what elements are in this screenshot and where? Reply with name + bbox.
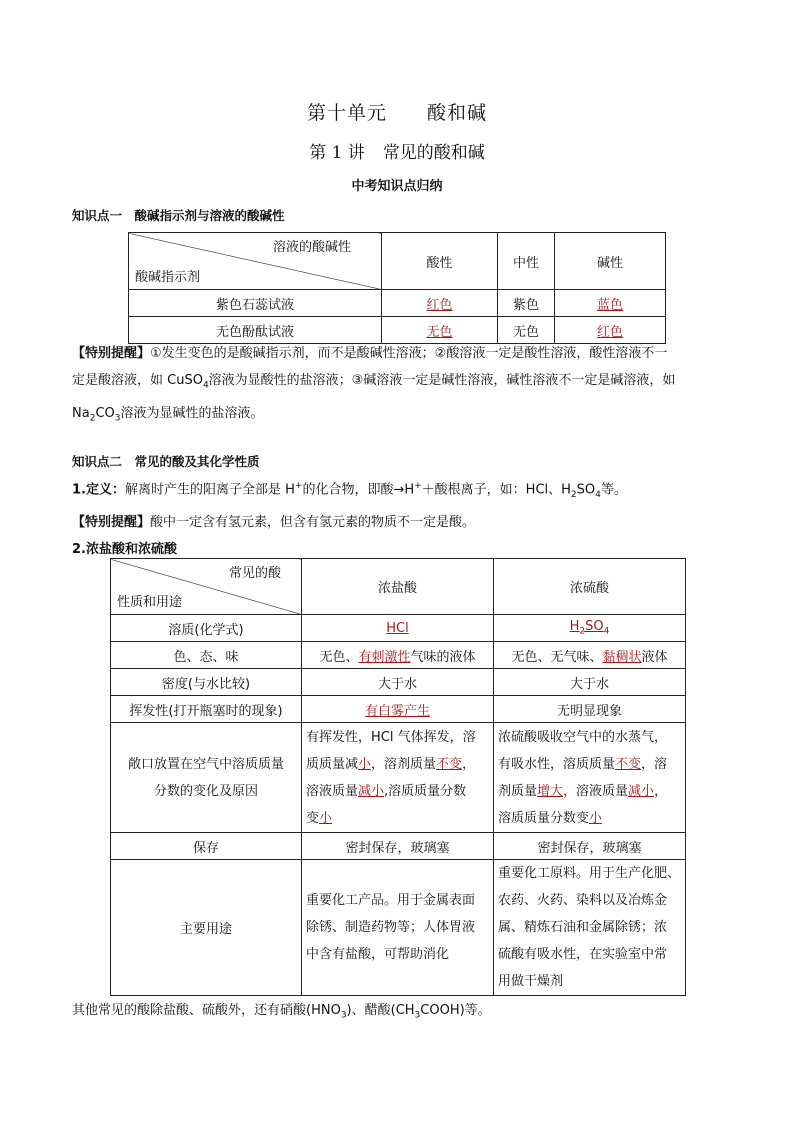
formula-part: SO bbox=[585, 619, 604, 635]
table-row bbox=[129, 290, 666, 317]
cell-value: 密封保存，玻璃塞 bbox=[302, 833, 494, 860]
definition-text: 解离时产生的阳离子全部是 H bbox=[124, 482, 295, 498]
cell-text: 气味的液体 bbox=[410, 649, 476, 665]
cell-line: 重要化工原料。用于生产化肥、 bbox=[498, 866, 681, 881]
header-h2so4: 浓硫酸 bbox=[494, 559, 686, 615]
corner-bottom-label: 酸碱指示剂 bbox=[135, 270, 201, 285]
note-text: Na bbox=[72, 405, 90, 421]
cell-text: ，溶 bbox=[641, 756, 668, 772]
note-label: 【特别提醒】 bbox=[72, 514, 151, 530]
cell-text: ， bbox=[654, 783, 668, 799]
cell-line: 浓硫酸吸收空气中的水蒸气， bbox=[498, 729, 668, 745]
cell-value: 红色 bbox=[426, 297, 453, 313]
definition-text: ＋酸根离子，如：HCl、H bbox=[421, 482, 571, 498]
note-text: 酸中一定含有氢元素，但含有氢元素的物质不一定是酸。 bbox=[150, 514, 476, 530]
header-hcl: 浓盐酸 bbox=[302, 559, 494, 615]
superscript: + bbox=[294, 481, 303, 491]
footer-text: 其他常见的酸除盐酸、硫酸外，还有硝酸(HNO bbox=[72, 1003, 341, 1018]
cell-line: 中含有盐酸，可帮助消化 bbox=[306, 947, 450, 962]
cell-line: 除锈、制造药物等；人体胃液 bbox=[306, 920, 476, 935]
cell-line: 用做干燥剂 bbox=[498, 974, 564, 989]
note-line-2 bbox=[72, 367, 722, 400]
subscript: 4 bbox=[202, 380, 209, 391]
cell-text: 溶质质量分数变 bbox=[498, 810, 590, 826]
cell-value bbox=[569, 619, 610, 637]
note-text: CO bbox=[95, 405, 115, 421]
formula-part: H bbox=[569, 619, 580, 635]
cell-text: 液体 bbox=[641, 649, 668, 665]
definition-line bbox=[72, 473, 722, 509]
cell-line: 有挥发性，HCl 气体挥发，溶 bbox=[306, 729, 476, 745]
header-neutral: 中性 bbox=[498, 233, 555, 290]
unit-topic: 酸和碱 bbox=[427, 102, 488, 124]
note-line-1 bbox=[72, 340, 722, 367]
cell-answer: 小 bbox=[319, 810, 333, 826]
cell-text: 无色、 bbox=[319, 649, 359, 665]
cell-text: 溶液质量 bbox=[306, 783, 359, 799]
note-text: 溶液为显碱性的盐溶液。 bbox=[120, 405, 264, 421]
cell-text: 变 bbox=[306, 810, 320, 826]
cell-answer: 减小 bbox=[628, 783, 655, 799]
unit-number: 第十单元 bbox=[306, 102, 387, 124]
kp1-title: 知识点一 酸碱指示剂与溶液的酸碱性 bbox=[72, 208, 285, 223]
indicator-table-corner bbox=[129, 233, 382, 290]
cell-line bbox=[498, 751, 681, 778]
subscript: 3 bbox=[414, 1010, 421, 1021]
cell-answer: 减小 bbox=[358, 783, 385, 799]
cell-line bbox=[498, 778, 681, 805]
corner-top-label: 常见的酸 bbox=[228, 566, 281, 581]
row-label: 挥发性(打开瓶塞时的现象) bbox=[111, 696, 302, 723]
note-text: ①发生变色的是酸碱指示剂，而不是酸碱性溶液；②酸溶液一定是酸性溶液，酸性溶液不一 bbox=[150, 346, 668, 361]
row-label bbox=[111, 723, 302, 833]
cell-text: ，溶剂质量 bbox=[371, 756, 437, 772]
row-label-line: 敞口放置在空气中溶质质量 bbox=[127, 756, 284, 772]
footer-text: )、醋酸(CH bbox=[346, 1003, 415, 1018]
cell-answer: 不变 bbox=[615, 756, 642, 772]
superscript: + bbox=[414, 481, 422, 491]
table-row bbox=[111, 669, 686, 696]
cell-text: 有吸水性，溶质质量 bbox=[498, 756, 616, 772]
cell-text: ， bbox=[462, 756, 476, 772]
kp2-title: 知识点二 常见的酸及其化学性质 bbox=[72, 454, 260, 469]
cell-value: 无色 bbox=[426, 324, 453, 340]
table-row bbox=[111, 696, 686, 723]
cell-value: 无色 bbox=[498, 317, 555, 344]
cell-text: 剂质量 bbox=[498, 783, 538, 799]
cell-answer: 有刺激性 bbox=[358, 649, 411, 665]
cell-value: 大于水 bbox=[302, 669, 494, 696]
row-label-line: 分数的变化及原因 bbox=[153, 783, 258, 799]
header-basic: 碱性 bbox=[555, 233, 666, 290]
cell-value: 无明显现象 bbox=[494, 696, 686, 723]
cell-value bbox=[494, 723, 686, 833]
cell-line bbox=[306, 778, 489, 805]
section-heading: 中考知识点归纳 bbox=[351, 179, 443, 194]
cell-value: 蓝色 bbox=[596, 297, 623, 313]
cell-line: 属、精炼石油和金属除锈；浓 bbox=[498, 920, 668, 935]
acid-table-corner bbox=[111, 559, 302, 615]
cell-value bbox=[302, 860, 494, 996]
row-label: 密度(与水比较) bbox=[111, 669, 302, 696]
note-text: 溶液为显酸性的盐溶液；③碱溶液一定是碱性溶液，碱性溶液不一定是碱溶液，如 bbox=[208, 373, 676, 388]
cell-value: 红色 bbox=[596, 324, 623, 340]
cell-text: ,溶质质量分数 bbox=[384, 783, 467, 799]
lecture-number: 第 1 讲 bbox=[309, 143, 365, 163]
cell-value: HCl bbox=[386, 620, 409, 636]
definition-text: 的化合物，即酸→H bbox=[302, 482, 415, 498]
definition-label: 1.定义： bbox=[72, 482, 125, 498]
unit-title bbox=[0, 98, 794, 125]
table-row bbox=[111, 615, 686, 642]
subscript: 4 bbox=[603, 626, 610, 637]
row-label: 主要用途 bbox=[111, 860, 302, 996]
cell-line: 重要化工产品。用于金属表面 bbox=[306, 893, 476, 908]
row-label: 色、态、味 bbox=[111, 642, 302, 669]
subscript: 2 bbox=[89, 413, 96, 424]
definition-text: SO bbox=[576, 482, 596, 498]
kp2-footer bbox=[72, 997, 722, 1030]
cell-answer: 黏稠状 bbox=[602, 649, 642, 665]
indicator-table bbox=[128, 232, 666, 344]
subscript: 4 bbox=[595, 489, 601, 500]
corner-top-label: 溶液的酸碱性 bbox=[272, 240, 351, 255]
kp1-note bbox=[72, 340, 722, 432]
lecture-title bbox=[0, 138, 794, 163]
cell-line bbox=[498, 805, 681, 832]
row-label: 无色酚酞试液 bbox=[129, 317, 382, 344]
cell-text: 质质量减 bbox=[306, 756, 359, 772]
cell-line: 农药、火药、染料以及冶炼金 bbox=[498, 893, 668, 908]
definition-text: 等。 bbox=[600, 482, 627, 498]
cell-value bbox=[494, 642, 686, 669]
table-row bbox=[111, 860, 686, 996]
subtitle-text: 2.浓盐酸和浓硫酸 bbox=[72, 541, 177, 557]
corner-bottom-label: 性质和用途 bbox=[117, 595, 183, 610]
subscript: 2 bbox=[570, 489, 577, 500]
cell-answer: 不变 bbox=[436, 756, 463, 772]
note-text: 定是酸溶液，如 CuSO bbox=[72, 373, 203, 388]
cell-answer: 增大 bbox=[537, 783, 564, 799]
cell-line bbox=[306, 751, 489, 778]
cell-value: 有白雾产生 bbox=[364, 703, 430, 719]
cell-text: 无色、无气味、 bbox=[511, 649, 603, 665]
note-line-3 bbox=[72, 400, 722, 433]
cell-line: 硫酸有吸水性，在实验室中常 bbox=[498, 947, 668, 962]
footer-text: COOH)等。 bbox=[420, 1003, 491, 1018]
cell-answer: 小 bbox=[358, 756, 372, 772]
kp2-note bbox=[72, 509, 722, 536]
subscript: 3 bbox=[340, 1010, 347, 1021]
cell-value: 紫色 bbox=[498, 290, 555, 317]
table-row bbox=[111, 833, 686, 860]
row-label: 保存 bbox=[111, 833, 302, 860]
row-label: 紫色石蕊试液 bbox=[129, 290, 382, 317]
cell-value: 密封保存，玻璃塞 bbox=[494, 833, 686, 860]
cell-value bbox=[494, 860, 686, 996]
cell-value bbox=[302, 642, 494, 669]
cell-text: ，溶液质量 bbox=[563, 783, 629, 799]
cell-value bbox=[302, 723, 494, 833]
cell-line bbox=[306, 805, 489, 832]
row-label: 溶质(化学式) bbox=[111, 615, 302, 642]
lecture-topic: 常见的酸和碱 bbox=[382, 143, 485, 163]
subscript: 2 bbox=[579, 626, 586, 637]
note-label: 【特别提醒】 bbox=[72, 346, 151, 361]
table-row bbox=[111, 723, 686, 833]
header-acidic: 酸性 bbox=[382, 233, 498, 290]
subscript: 3 bbox=[114, 413, 121, 424]
acid-table bbox=[110, 558, 686, 996]
cell-value: 大于水 bbox=[494, 669, 686, 696]
table-row bbox=[111, 642, 686, 669]
cell-answer: 小 bbox=[589, 810, 603, 826]
kp2-body bbox=[72, 473, 722, 563]
